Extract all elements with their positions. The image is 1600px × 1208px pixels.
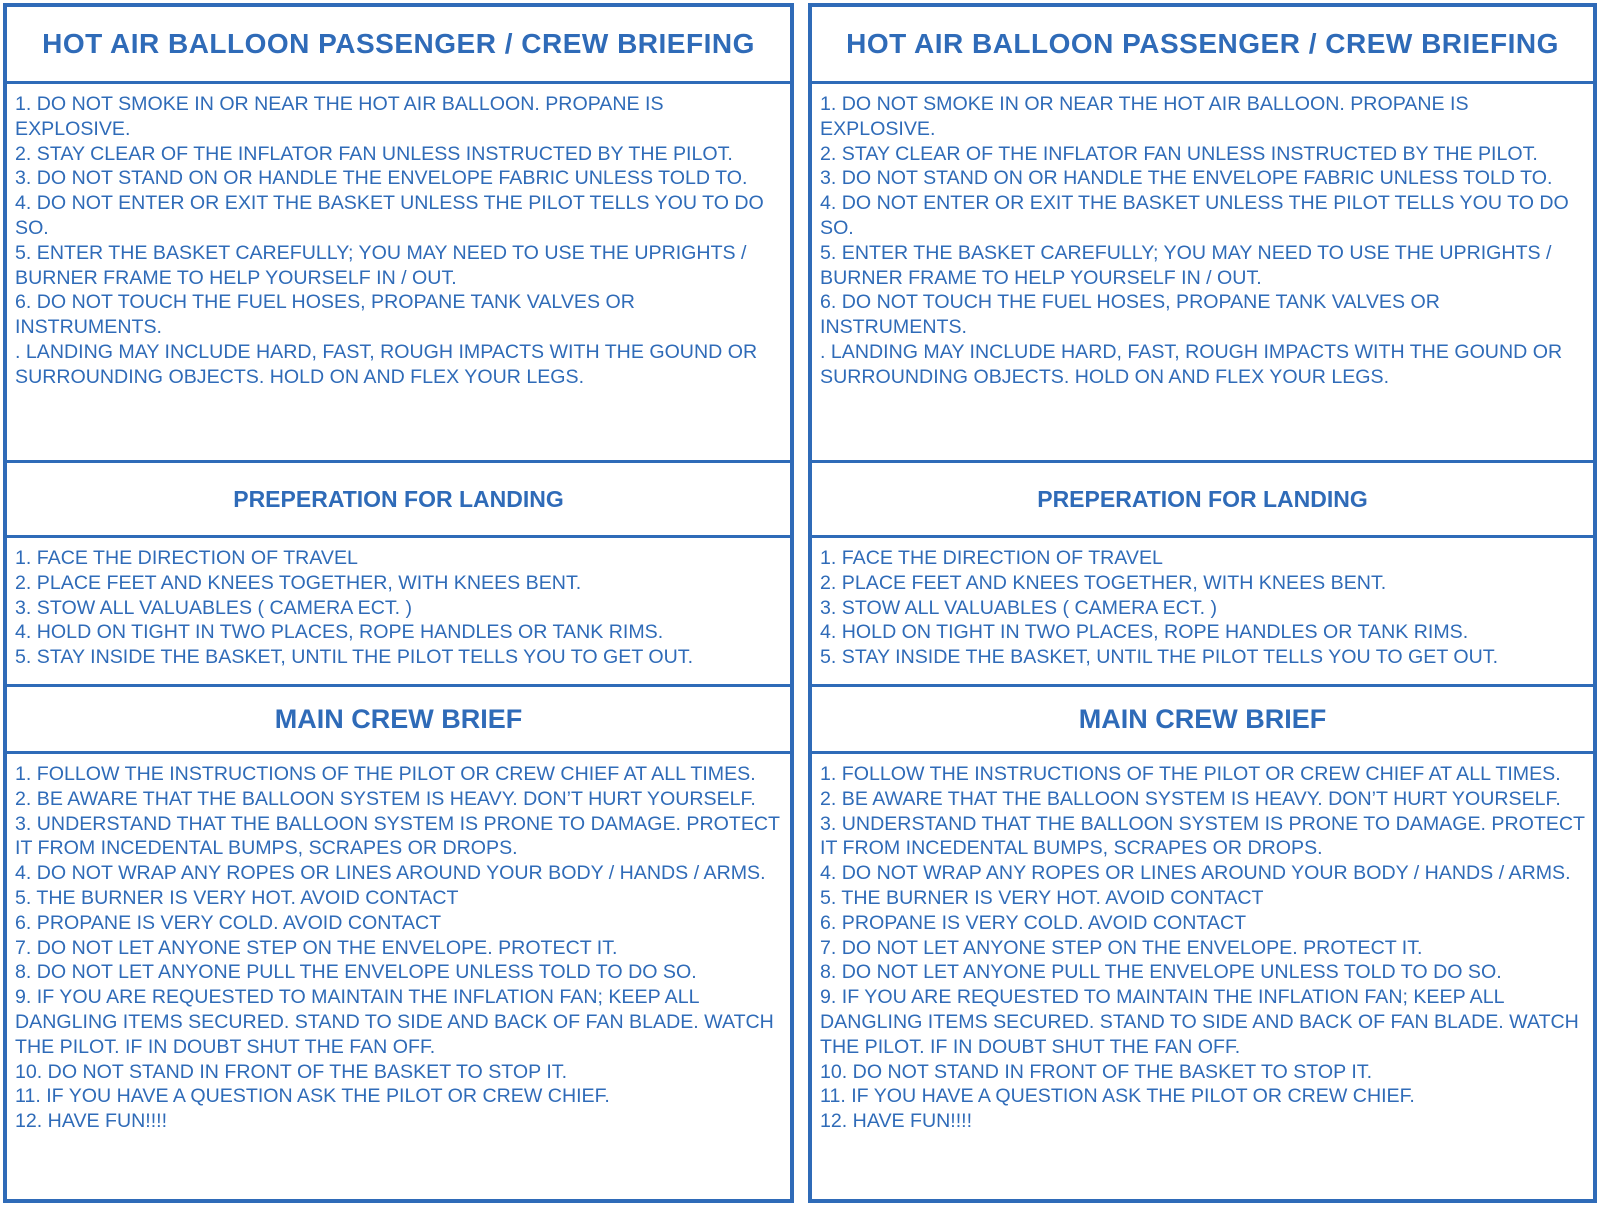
list-item: 3. UNDERSTAND THAT THE BALLOON SYSTEM IS PRONE TO DAMAGE. PROTECT IT FROM INCEDENTAL BUMPS, SCRAPES OR DROPS. [15,812,780,860]
crew-list [812,754,1593,1199]
briefing-title: HOT AIR BALLOON PASSENGER / CREW BRIEFING [846,28,1559,59]
list-item: 2. BE AWARE THAT THE BALLOON SYSTEM IS HEAVY. DON’T HURT YOURSELF. [15,787,756,810]
list-item: 1. DO NOT SMOKE IN OR NEAR THE HOT AIR BALLOON. PROPANE IS EXPLOSIVE. [820,93,1469,140]
landing-title: PREPERATION FOR LANDING [233,485,564,512]
list-item: 2. PLACE FEET AND KNEES TOGETHER, WITH KNEES BENT. [15,571,582,594]
list-item: 12. HAVE FUN!!!! [820,1110,973,1133]
list-item: 5. ENTER THE BASKET CAREFULLY; YOU MAY NEED TO USE THE UPRIGHTS / BURNER FRAME TO HELP YOURSELF IN / OUT. [820,241,1552,289]
crew-list [7,754,790,1199]
crew-title: MAIN CREW BRIEF [274,703,523,734]
list-item: 4. DO NOT ENTER OR EXIT THE BASKET UNLESS THE PILOT TELLS YOU TO DO SO. [820,192,1569,239]
list-item: 2. PLACE FEET AND KNEES TOGETHER, WITH KNEES BENT. [820,571,1387,594]
list-item: 6. PROPANE IS VERY COLD. AVOID CONTACT [15,911,442,934]
list-item: 2. STAY CLEAR OF THE INFLATOR FAN UNLESS INSTRUCTED BY THE PILOT. [820,142,1538,165]
list-item: 5. THE BURNER IS VERY HOT. AVOID CONTACT [820,886,1264,909]
list-item: 2. STAY CLEAR OF THE INFLATOR FAN UNLESS INSTRUCTED BY THE PILOT. [15,142,733,165]
list-item: 1. FOLLOW THE INSTRUCTIONS OF THE PILOT OR CREW CHIEF AT ALL TIMES. [820,763,1561,785]
list-item: 1. DO NOT SMOKE IN OR NEAR THE HOT AIR BALLOON. PROPANE IS EXPLOSIVE. [15,93,664,140]
briefing-list [812,84,1593,460]
list-item: 10. DO NOT STAND IN FRONT OF THE BASKET TO STOP IT. [15,1060,568,1083]
list-item: 11. IF YOU HAVE A QUESTION ASK THE PILOT OR CREW CHIEF. [15,1085,610,1108]
list-item: 2. BE AWARE THAT THE BALLOON SYSTEM IS HEAVY. DON’T HURT YOURSELF. [820,787,1561,810]
list-item: 12. HAVE FUN!!!! [15,1110,168,1133]
list-item: 4. HOLD ON TIGHT IN TWO PLACES, ROPE HANDLES OR TANK RIMS. [820,621,1469,644]
list-item: 6. PROPANE IS VERY COLD. AVOID CONTACT [820,911,1247,934]
list-item: 6. DO NOT TOUCH THE FUEL HOSES, PROPANE TANK VALVES OR INSTRUMENTS. [820,291,1440,339]
crew-title: MAIN CREW BRIEF [1078,703,1327,734]
list-item: 10. DO NOT STAND IN FRONT OF THE BASKET TO STOP IT. [820,1060,1373,1083]
list-item: 4. DO NOT ENTER OR EXIT THE BASKET UNLESS THE PILOT TELLS YOU TO DO SO. [15,192,764,239]
briefing-card-right [808,3,1597,1203]
list-item: 3. DO NOT STAND ON OR HANDLE THE ENVELOPE FABRIC UNLESS TOLD TO. [820,167,1553,190]
list-item: 7. DO NOT LET ANYONE STEP ON THE ENVELOPE. PROTECT IT. [15,936,618,959]
list-item: 3. DO NOT STAND ON OR HANDLE THE ENVELOPE FABRIC UNLESS TOLD TO. [15,167,748,190]
briefing-title: HOT AIR BALLOON PASSENGER / CREW BRIEFING [42,28,755,59]
list-item: 1. FACE THE DIRECTION OF TRAVEL [820,547,1163,569]
list-item: 11. IF YOU HAVE A QUESTION ASK THE PILOT OR CREW CHIEF. [820,1085,1415,1108]
list-item: 4. DO NOT WRAP ANY ROPES OR LINES AROUND YOUR BODY / HANDS / ARMS. [15,862,766,885]
list-item: . LANDING MAY INCLUDE HARD, FAST, ROUGH IMPACTS WITH THE GOUND OR SURROUNDING OBJECTS. HOLD ON AND FLEX YOUR LEGS. [15,340,758,388]
landing-title: PREPERATION FOR LANDING [1037,485,1368,512]
list-item: 3. UNDERSTAND THAT THE BALLOON SYSTEM IS PRONE TO DAMAGE. PROTECT IT FROM INCEDENTAL BUMPS, SCRAPES OR DROPS. [820,812,1585,860]
briefing-card-left [3,3,794,1203]
landing-list [7,538,790,684]
list-item: 8. DO NOT LET ANYONE PULL THE ENVELOPE UNLESS TOLD TO DO SO. [820,961,1502,984]
list-item: 9. IF YOU ARE REQUESTED TO MAINTAIN THE INFLATION FAN; KEEP ALL DANGLING ITEMS SECURED. STAND TO SIDE AND BACK OF FAN BLADE. WATCH THE PILOT. IF IN DOUBT SHUT THE FAN OFF. [15,986,774,1058]
list-item: 1. FOLLOW THE INSTRUCTIONS OF THE PILOT OR CREW CHIEF AT ALL TIMES. [15,763,756,785]
list-item: 5. STAY INSIDE THE BASKET, UNTIL THE PILOT TELLS YOU TO GET OUT. [15,646,694,669]
list-item: 1. FACE THE DIRECTION OF TRAVEL [15,547,358,569]
list-item: 4. HOLD ON TIGHT IN TWO PLACES, ROPE HANDLES OR TANK RIMS. [15,621,664,644]
list-item: 9. IF YOU ARE REQUESTED TO MAINTAIN THE INFLATION FAN; KEEP ALL DANGLING ITEMS SECURED. STAND TO SIDE AND BACK OF FAN BLADE. WATCH THE PILOT. IF IN DOUBT SHUT THE FAN OFF. [820,986,1579,1058]
list-item: 3. STOW ALL VALUABLES ( CAMERA ECT. ) [820,596,1218,619]
list-item: 3. STOW ALL VALUABLES ( CAMERA ECT. ) [15,596,413,619]
list-item: 5. ENTER THE BASKET CAREFULLY; YOU MAY NEED TO USE THE UPRIGHTS / BURNER FRAME TO HELP YOURSELF IN / OUT. [15,241,747,289]
list-item: 4. DO NOT WRAP ANY ROPES OR LINES AROUND YOUR BODY / HANDS / ARMS. [820,862,1571,885]
list-item: 5. STAY INSIDE THE BASKET, UNTIL THE PILOT TELLS YOU TO GET OUT. [820,646,1499,669]
list-item: 6. DO NOT TOUCH THE FUEL HOSES, PROPANE TANK VALVES OR INSTRUMENTS. [15,291,635,339]
list-item: 8. DO NOT LET ANYONE PULL THE ENVELOPE UNLESS TOLD TO DO SO. [15,961,697,984]
list-item: 5. THE BURNER IS VERY HOT. AVOID CONTACT [15,886,459,909]
list-item: . LANDING MAY INCLUDE HARD, FAST, ROUGH IMPACTS WITH THE GOUND OR SURROUNDING OBJECTS. HOLD ON AND FLEX YOUR LEGS. [820,340,1563,388]
briefing-list [7,84,790,460]
landing-list [812,538,1593,684]
list-item: 7. DO NOT LET ANYONE STEP ON THE ENVELOPE. PROTECT IT. [820,936,1423,959]
